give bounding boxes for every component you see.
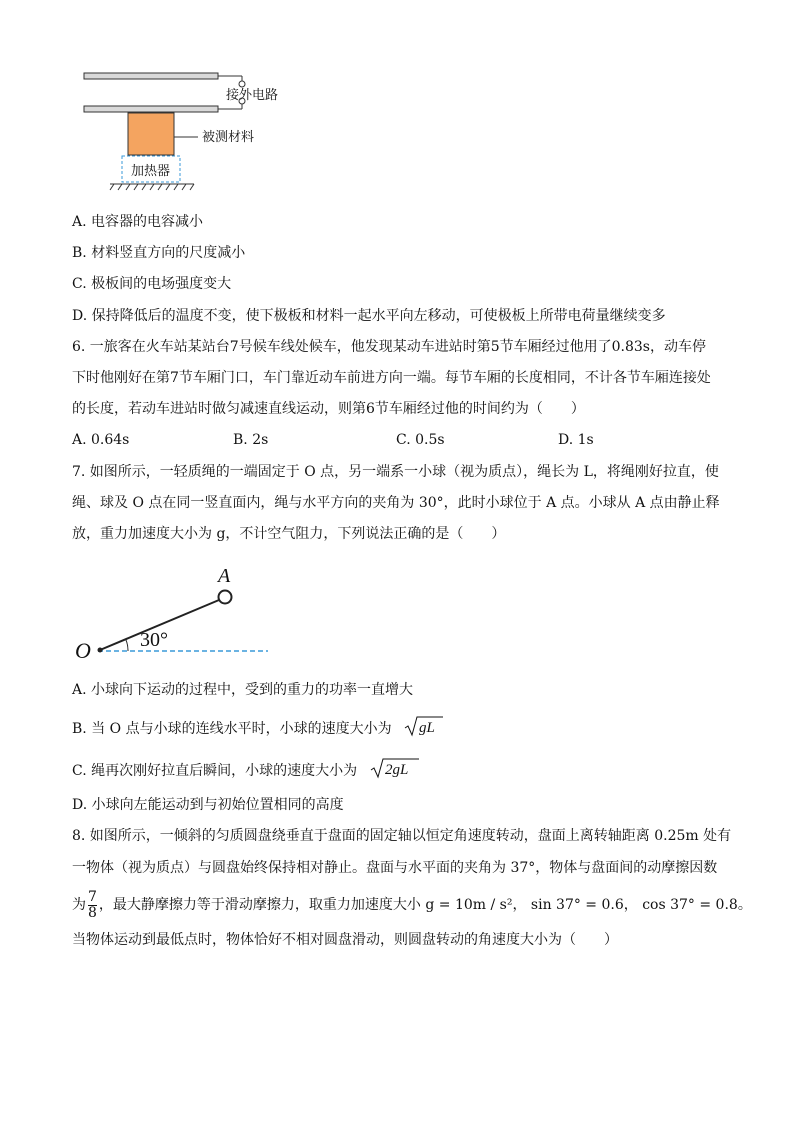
svg-text:gL: gL (419, 720, 435, 736)
q8-stem-line-2: 一物体（视为质点）与圆盘始终保持相对静止。盘面与水平面的夹角为 37°，物体与盘面间的动摩擦因数 (72, 860, 718, 876)
q7-option-a: A. 小球向下运动的过程中，受到的重力的功率一直增大 (72, 682, 414, 698)
q6-stem-line-2: 下时他刚好在第7节车厢门口，车门靠近动车前进方向一端。每节车厢的长度相同，不计各节车厢连接处 (72, 370, 711, 386)
q7-stem-line-2: 绳、球及 O 点在同一竖直面内，绳与水平方向的夹角为 30°，此时小球位于 A 点。小球从 A 点由静止释 (72, 495, 720, 511)
label-angle: 30° (140, 629, 168, 651)
q5-option-a: A. 电容器的电容减小 (72, 214, 204, 230)
q8-stem-line-3 (72, 888, 752, 922)
q7-option-b (72, 715, 444, 743)
q8-line3-suffix: ，最大静摩擦力等于滑动摩擦力，取重力加速度大小 g = 10m / s²， sin 37° = 0.6， cos 37° = 0.8。 (98, 897, 752, 913)
capacitor-heater-figure (80, 66, 300, 192)
q7-option-c (72, 757, 420, 785)
q7-stem-line-3: 放，重力加速度大小为 g，不计空气阻力，下列说法正确的是（ ） (72, 526, 506, 542)
lower-plate (84, 106, 218, 112)
label-o: O (75, 638, 91, 663)
q5-option-d: D. 保持降低后的温度不变，使下极板和材料一起水平向左移动，可使极板上所带电荷量继续变多 (72, 308, 666, 324)
svg-text:2gL: 2gL (384, 762, 408, 778)
angle-arc (126, 640, 128, 651)
ball-a (219, 591, 232, 604)
q8-line3-prefix: 为 (72, 897, 86, 913)
q6-stem-line-1: 6. 一旅客在火车站某站台7号候车线处候车，他发现某动车进站时第5节车厢经过他用了0.83s，动车停 (72, 339, 706, 355)
q5-option-c: C. 极板间的电场强度变大 (72, 276, 232, 292)
q6-option-a: A. 0.64s (72, 432, 130, 448)
q6-option-b: B. 2s (233, 432, 269, 448)
fraction-numerator: 7 (88, 888, 97, 905)
q6-option-d: D. 1s (558, 432, 594, 448)
q8-stem-line-1: 8. 如图所示，一倾斜的匀质圆盘绕垂直于盘面的固定轴以恒定角速度转动，盘面上离转轴距离 0.25m 处有 (72, 828, 732, 844)
upper-plate (84, 73, 218, 79)
fraction-seven-eighths (88, 890, 97, 921)
sqrt-2gl (370, 757, 420, 785)
sqrt-gl (404, 715, 444, 743)
pendulum-figure (70, 560, 280, 670)
q8-stem-line-4: 当物体运动到最低点时，物体恰好不相对圆盘滑动，则圆盘转动的角速度大小为（ ） (72, 932, 618, 948)
q5-option-b: B. 材料竖直方向的尺度减小 (72, 245, 246, 261)
label-heater: 加热器 (131, 164, 171, 179)
test-material (128, 113, 174, 155)
q7-option-d: D. 小球向左能运动到与初始位置相同的高度 (72, 797, 344, 813)
q7-option-b-text: B. 当 O 点与小球的连线水平时，小球的速度大小为 (72, 721, 392, 737)
label-test-material: 被测材料 (202, 130, 255, 145)
fraction-denominator: 8 (88, 904, 97, 921)
q7-stem-line-1: 7. 如图所示，一轻质绳的一端固定于 O 点，另一端系一小球（视为质点），绳长为 L，将绳刚好拉直，使 (72, 464, 719, 480)
q6-stem-line-3: 的长度，若动车进站时做匀减速直线运动，则第6节车厢经过他的时间约为（ ） (72, 401, 585, 417)
q6-option-c: C. 0.5s (396, 432, 445, 448)
pivot-o (98, 648, 103, 653)
label-a: A (218, 565, 231, 587)
label-external-circuit: 接外电路 (226, 88, 279, 103)
q7-option-c-text: C. 绳再次刚好拉直后瞬间，小球的速度大小为 (72, 763, 358, 779)
